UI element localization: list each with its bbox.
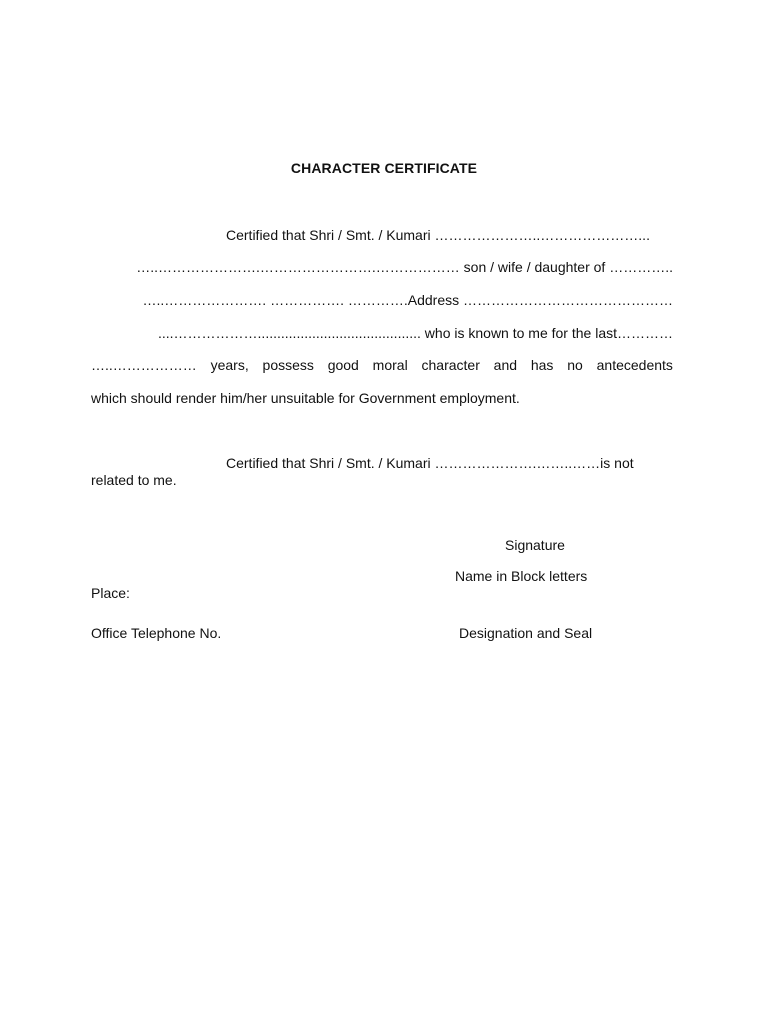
paragraph1-line5-word: possess (262, 357, 314, 373)
paragraph1-line5-word: has (530, 357, 554, 373)
paragraph1-line5-word: character (421, 357, 480, 373)
office-telephone-label: Office Telephone No. (91, 625, 222, 641)
paragraph1-line1: Certified that Shri / Smt. / Kumari …………………..…………………... (226, 227, 650, 243)
paragraph1-line5-word: no (567, 357, 583, 373)
paragraph1-line6: which should render him/her unsuitable for Government employment. (91, 390, 520, 406)
name-in-block-letters-label: Name in Block letters (455, 568, 588, 584)
paragraph1-line2: …..………………….…………………….……………… son / wife / daughter of ………….. (136, 259, 673, 275)
paragraph1-line5-word: antecedents (596, 357, 673, 373)
paragraph2-line1: Certified that Shri / Smt. / Kumari ………………….……..……is not (226, 455, 634, 471)
paragraph1-line4: ....……………….......................................... who is known to me for the last………… (157, 325, 673, 341)
paragraph1-line5-word: years, (210, 357, 249, 373)
paragraph1-line5 (91, 356, 673, 374)
paragraph2-line2: related to me. (91, 472, 177, 488)
paragraph1-line5-word: moral (372, 357, 408, 373)
paragraph1-line5-word: good (327, 357, 359, 373)
paragraph1-line5-dots: …..……………… (91, 357, 197, 373)
paragraph1-line3: …..…………………. ……………. ………….Address ……………………………………… (142, 292, 673, 308)
page-title: CHARACTER CERTIFICATE (290, 160, 478, 176)
paragraph1-line5-word: and (493, 357, 518, 373)
designation-and-seal-label: Designation and Seal (459, 625, 593, 641)
place-label: Place: (91, 585, 130, 601)
signature-label: Signature (505, 537, 565, 553)
